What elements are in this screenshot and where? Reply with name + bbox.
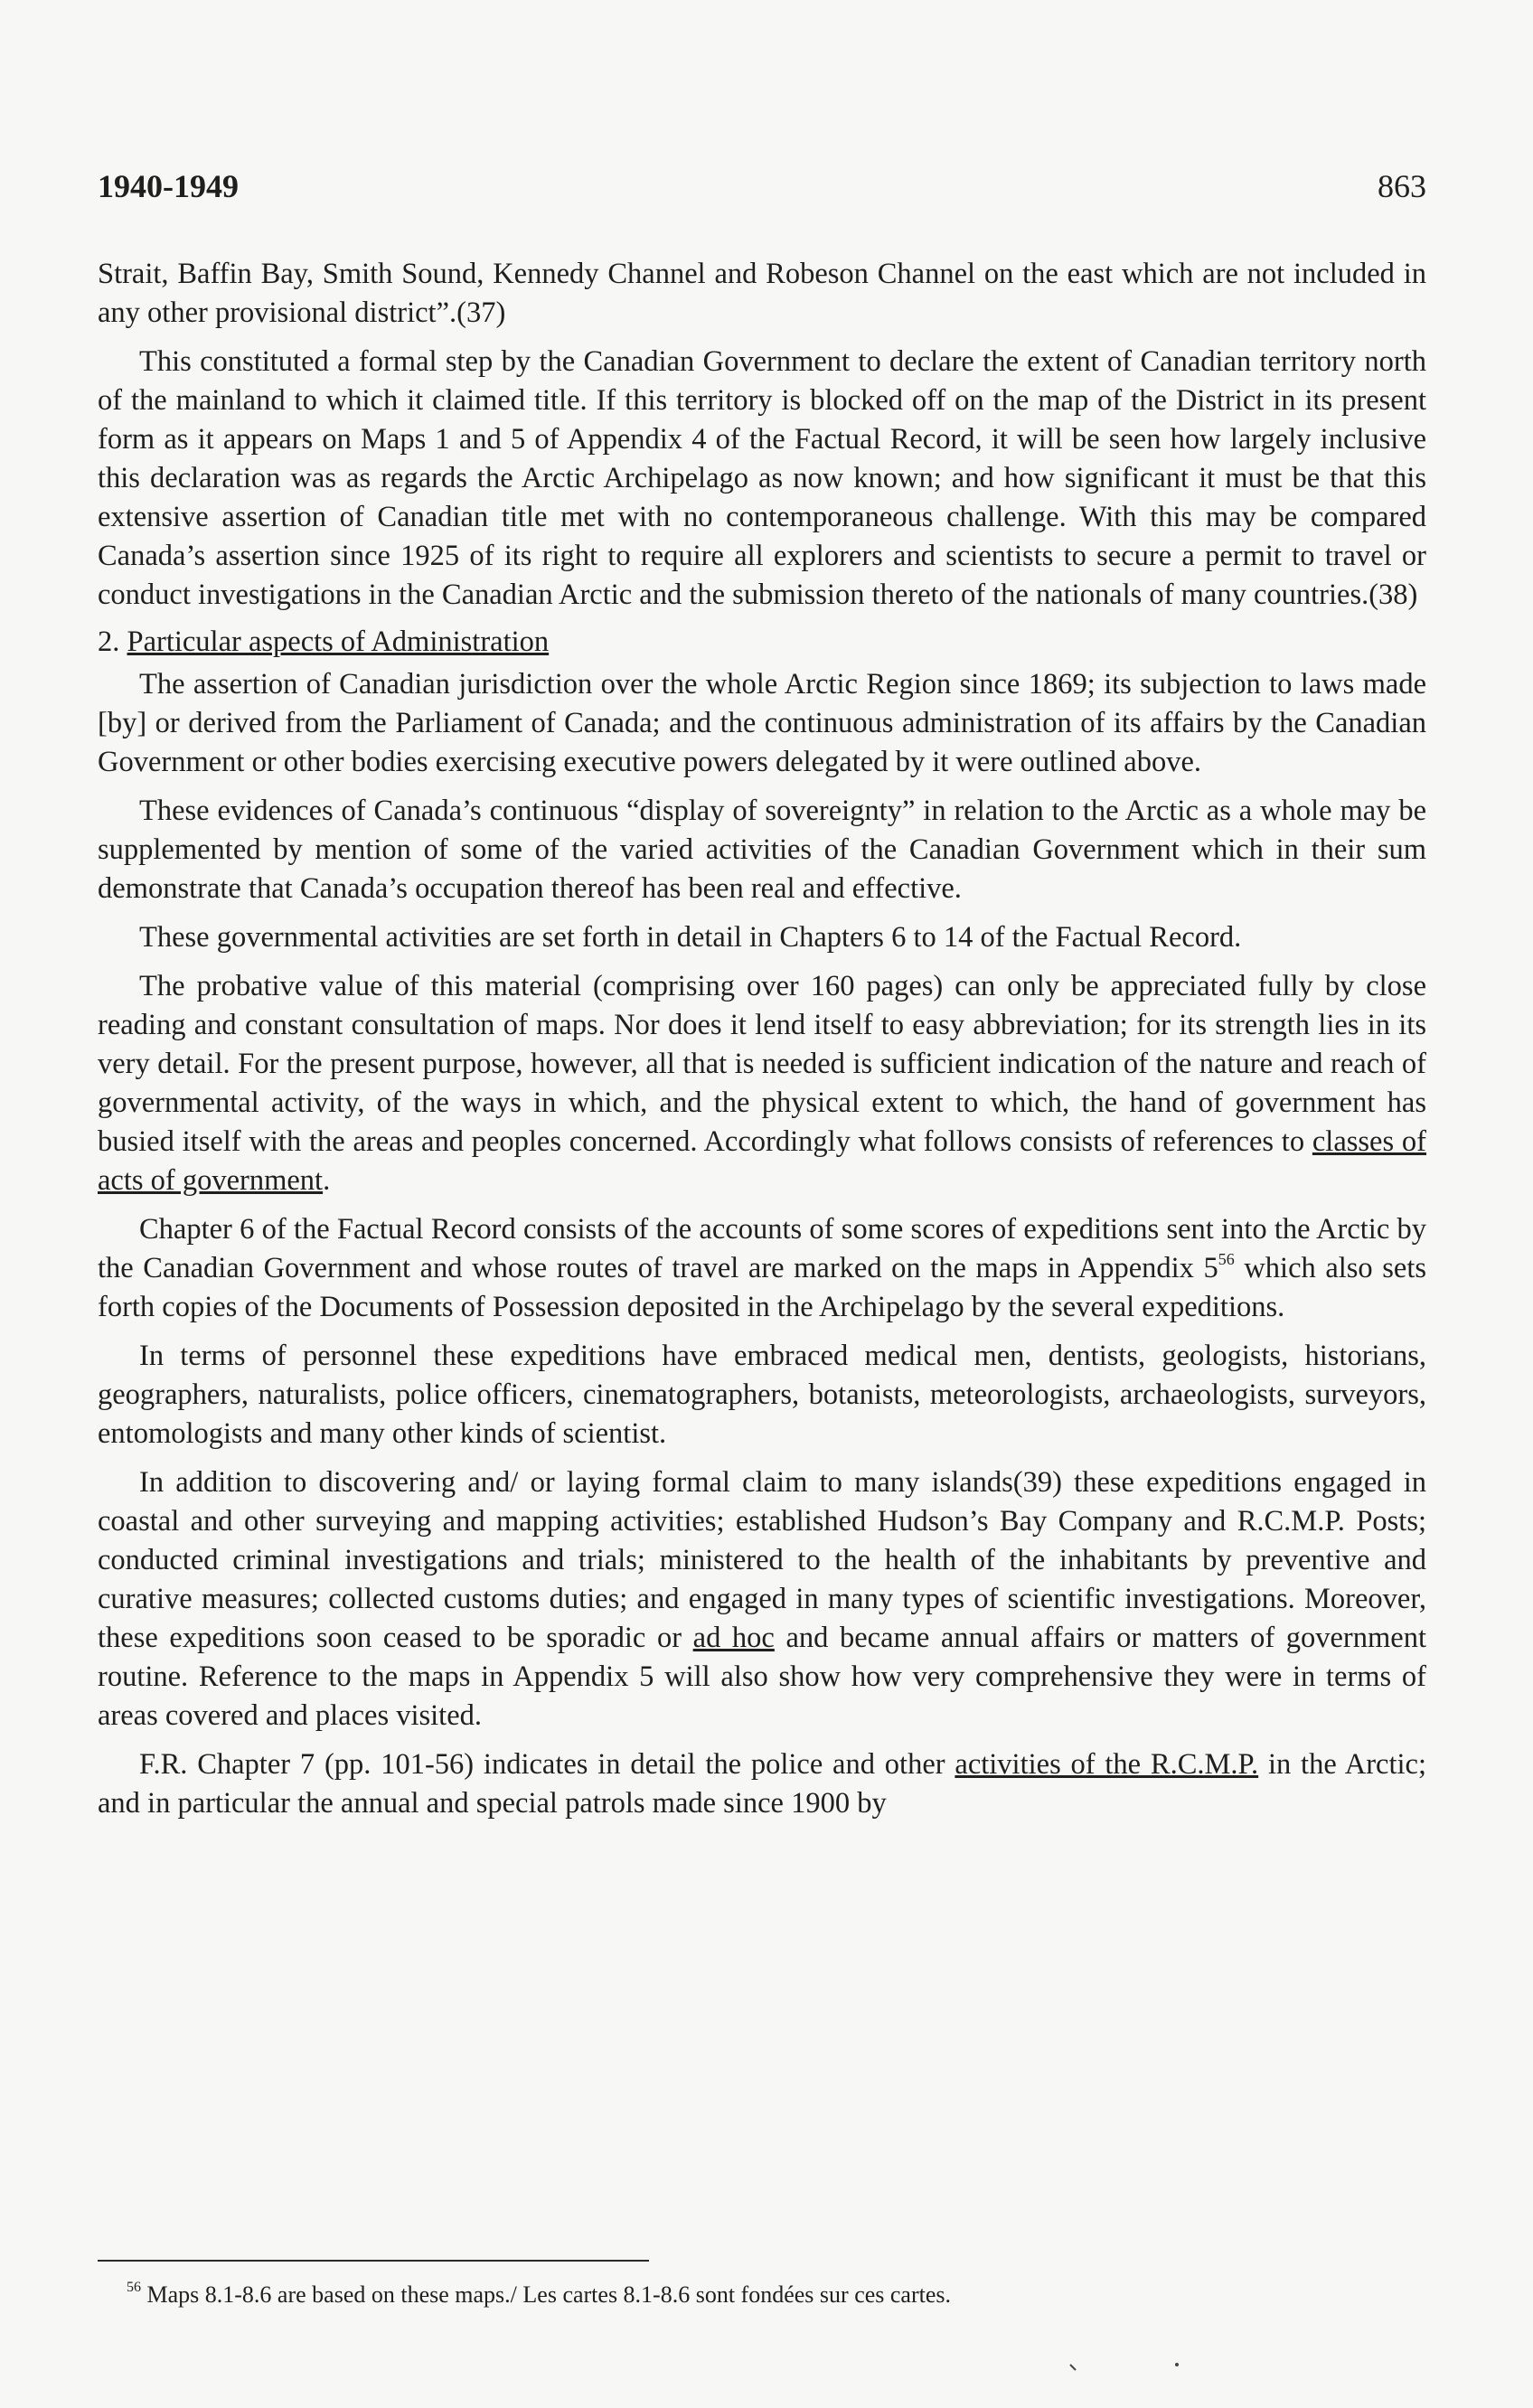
paragraph-10 [98,1745,1426,1823]
running-header [98,167,1426,211]
paragraph-9-underlined: ad hoc [692,1622,775,1654]
paragraph-6 [98,967,1426,1200]
footnote-divider [98,2260,649,2262]
paragraph-4: These evidences of Canada’s continuous “display of sovereignty” in relation to the Arctic as a whole may be supplemented by mention of some of the varied activities of the Canadian Government which in their sum demonstrate that Canada’s occupation thereof has been real and effective. [98,795,1426,905]
page-number: 863 [1378,168,1426,204]
paragraph-10-underlined: activities of the R.C.M.P. [955,1748,1259,1781]
footnote-text: Maps 8.1-8.6 are based on these maps./ Les cartes 8.1-8.6 sont fondées sur ces cartes. [146,2281,952,2308]
paragraph-9-text-a: In addition to discovering and/ or laying formal claim to many islands(39) these expeditions engaged in coastal and other surveying and mapping activities; established Hudson’s Bay Company and R.C.M.P. Posts; conducted criminal investigations and trials; ministered to the health of the inhabitants by preventive and curative measures; collected customs duties; and engaged in many types of scientific investigations. Moreover, these expeditions soon ceased to be sporadic or [98,1466,1426,1654]
paragraph-6-text: The probative value of this material (comprising over 160 pages) can only be appreciated fully by close reading and constant consultation of maps. Nor does it lend itself to easy abbreviation; for its strength lies in its very detail. For the present purpose, however, all that is needed is sufficient indication of the nature and reach of governmental activity, of the ways in which, and the physical extent to which, the hand of government has busied itself with the areas and peoples concerned. Accordingly what follows consists of references to [98,970,1426,1158]
footnote-reference: 56 [1218,1250,1235,1268]
body-text [98,255,1426,1833]
paragraph-9 [98,1463,1426,1735]
paragraph-7 [98,1210,1426,1327]
paragraph-10-text-a: F.R. Chapter 7 (pp. 101-56) indicates in detail the police and other [139,1748,955,1781]
scan-specks [1067,2361,1211,2379]
paragraph-6-underlined: classes of acts of government [98,1125,1426,1197]
header-year-range: 1940-1949 [98,168,239,204]
section-heading [98,623,1426,662]
paragraph-2: This constituted a formal step by the Canadian Government to declare the extent of Canadian territory north of the mainland to which it claimed title. If this territory is blocked off on the map of the District in its present form as it appears on Maps 1 and 5 of Appendix 4 of the Factual Record, it will be seen how largely inclusive this declaration was as regards the Arctic Archipelago as now known; and how significant it must be that this extensive assertion of Canadian title met with no contemporaneous challenge. With this may be compared Canada’s assertion since 1925 of its right to require all explorers and scientists to secure a permit to travel or conduct investigations in the Canadian Arctic and the submission thereto of the nationals of many countries.(38) [98,345,1426,611]
paragraph-7-text-b: which also sets forth copies of the Documents of Possession deposited in the Archipelago by the several expeditions. [98,1252,1426,1323]
paragraph-9-text-b: and became annual affairs or matters of government routine. Reference to the maps in Appendix 5 will also show how very comprehensive they were in terms of areas covered and places visited. [98,1622,1426,1732]
footnote [127,2280,951,2310]
scan-speck-dot [1175,2363,1179,2366]
paragraph-1: Strait, Baffin Bay, Smith Sound, Kennedy Channel and Robeson Channel on the east which are not included in any other provisional district”.(37) [98,258,1426,329]
scan-speck-mark [1070,2365,1076,2370]
paragraph-10-text-b: in the Arctic; and in particular the annual and special patrols made since 1900 by [98,1748,1426,1820]
paragraph-6-end: . [323,1164,331,1197]
footnote-marker: 56 [127,2280,141,2295]
section-heading-number: 2. [98,626,120,658]
paragraph-3: The assertion of Canadian jurisdiction over the whole Arctic Region since 1869; its subjection to laws made [by] or derived from the Parliament of Canada; and the continuous administration of its affairs by the Canadian Government or other bodies exercising executive powers delegated by it were outlined above. [98,668,1426,778]
paragraph-5: These governmental activities are set forth in detail in Chapters 6 to 14 of the Factual Record. [139,921,1242,954]
section-heading-title: Particular aspects of Administration [127,626,550,658]
paragraph-7-text-a: Chapter 6 of the Factual Record consists of the accounts of some scores of expeditions sent into the Arctic by the Canadian Government and whose routes of travel are marked on the maps in Appendix 5 [98,1213,1426,1284]
paragraph-8: In terms of personnel these expeditions have embraced medical men, dentists, geologists, historians, geographers, naturalists, police officers, cinematographers, botanists, meteorologists, archaeologists, surveyors, entomologists and many other kinds of scientist. [98,1340,1426,1450]
